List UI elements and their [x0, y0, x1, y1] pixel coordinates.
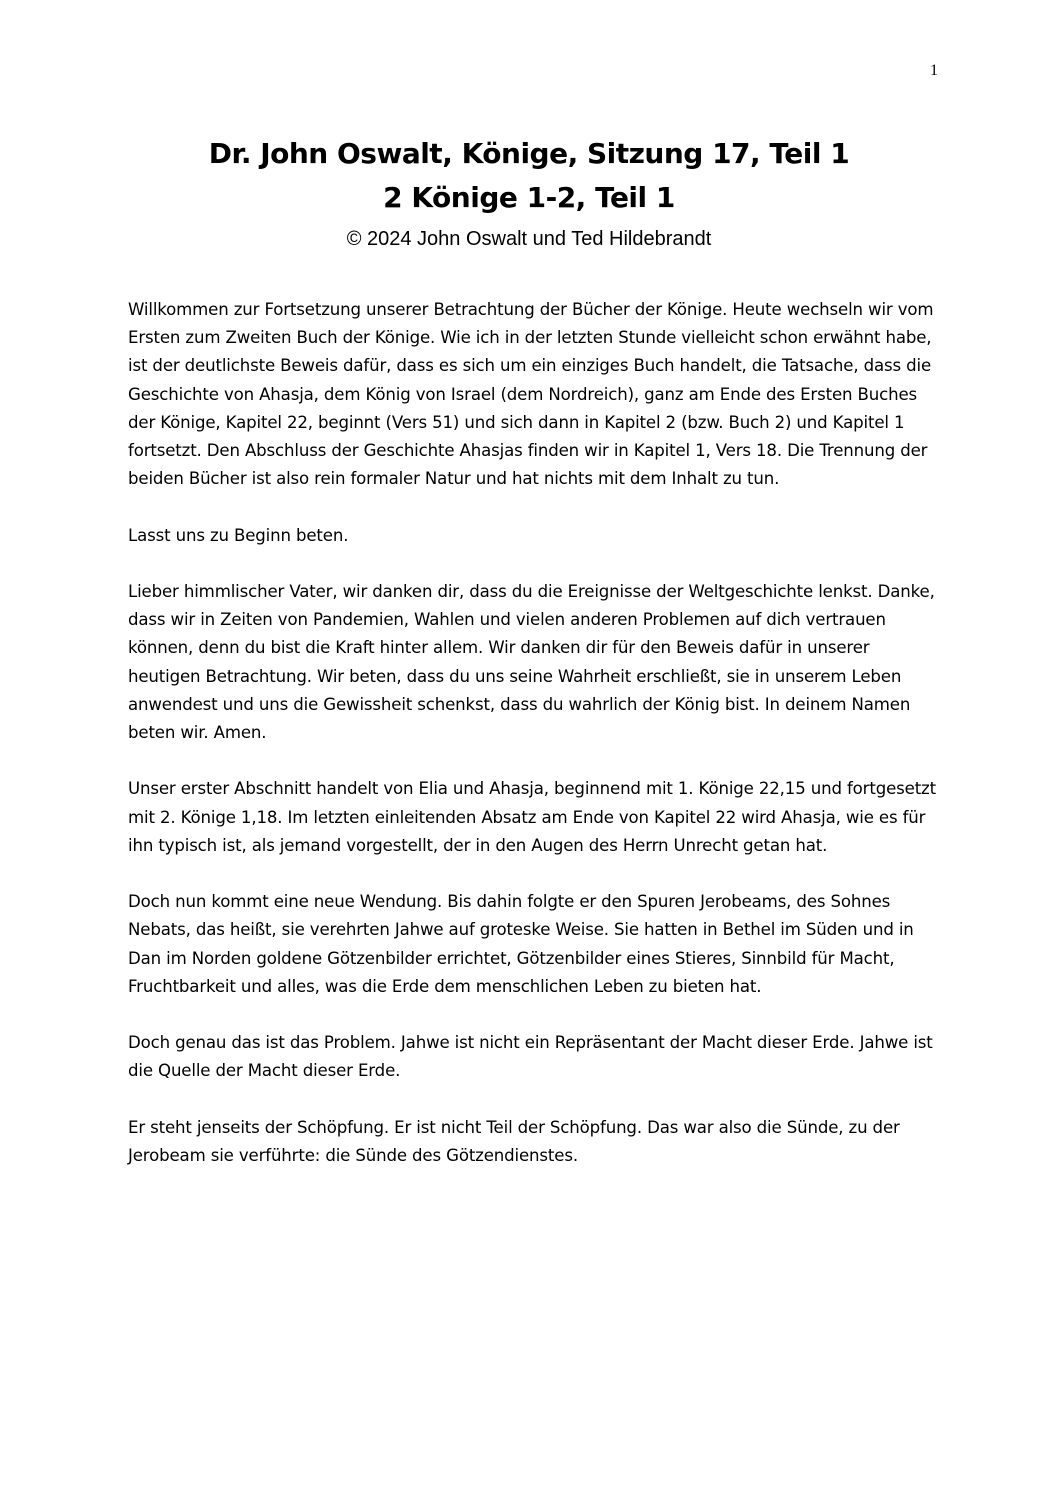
copyright-notice: © 2024 John Oswalt und Ted Hildebrandt: [346, 228, 712, 250]
paragraph: Doch nun kommt eine neue Wendung. Bis dahin folgte er den Spuren Jerobeams, des Sohnes Nebats, das heißt, sie verehrten Jahwe auf groteske Weise. Sie hatten in Bethel im Süden und in Dan im Norden goldene Götzenbilder errichtet, Götzenbilder eines Stieres, Sinnbild für Macht, Fruchtbarkeit und alles, was die Erde dem menschlichen Leben zu bieten hat.: [128, 892, 914, 996]
paragraph: Unser erster Abschnitt handelt von Elia und Ahasja, beginnend mit 1. Könige 22,15 und fortgesetzt mit 2. Könige 1,18. Im letzten einleitenden Absatz am Ende von Kapitel 22 wird Ahasja, wie es für ihn typisch ist, als jemand vorgestellt, der in den Augen des Herrn Unrecht getan hat.: [128, 779, 936, 855]
paragraph: Er steht jenseits der Schöpfung. Er ist nicht Teil der Schöpfung. Das war also die Sünde, zu der Jerobeam sie verführte: die Sünde des Götzendienstes.: [128, 1117, 900, 1165]
title-line-2: 2 Könige 1-2, Teil 1: [383, 181, 675, 214]
document-title: [0, 132, 1058, 220]
paragraph: Willkommen zur Fortsetzung unserer Betrachtung der Bücher der Könige. Heute wechseln wir vom Ersten zum Zweiten Buch der Könige. Wie ich in der letzten Stunde vielleicht schon erwähnt habe, ist der deutlichste Beweis dafür, dass es sich um ein einziges Buch handelt, die Tatsache, dass die Geschichte von Ahasja, dem König von Israel (dem Nordreich), ganz am Ende des Ersten Buches der Könige, Kapitel 22, beginnt (Vers 51) und sich dann in Kapitel 2 (bzw. Buch 2) und Kapitel 1 fortsetzt. Den Abschluss der Geschichte Ahasjas finden wir in Kapitel 1, Vers 18. Die Trennung der beiden Bücher ist also rein formaler Natur und hat nichts mit dem Inhalt zu tun.: [128, 300, 934, 489]
paragraph: Lieber himmlischer Vater, wir danken dir, dass du die Ereignisse der Weltgeschichte lenkst. Danke, dass wir in Zeiten von Pandemien, Wahlen und vielen anderen Problemen auf dich vertrauen können, denn du bist die Kraft hinter allem. Wir danken dir für den Beweis dafür in unserer heutigen Betrachtung. Wir beten, dass du uns seine Wahrheit erschließt, sie in unserem Leben anwendest und uns die Gewissheit schenkst, dass du wahrlich der König bist. In deinem Namen beten wir. Amen.: [128, 582, 935, 743]
document-header: [0, 132, 1058, 254]
title-line-1: Dr. John Oswalt, Könige, Sitzung 17, Teil 1: [208, 137, 850, 170]
paragraph: Doch genau das ist das Problem. Jahwe ist nicht ein Repräsentant der Macht dieser Erde. Jahwe ist die Quelle der Macht dieser Erde.: [128, 1033, 933, 1081]
page-number: 1: [930, 62, 938, 79]
paragraph: Lasst uns zu Beginn beten.: [128, 525, 349, 545]
document-body: [128, 296, 938, 1198]
